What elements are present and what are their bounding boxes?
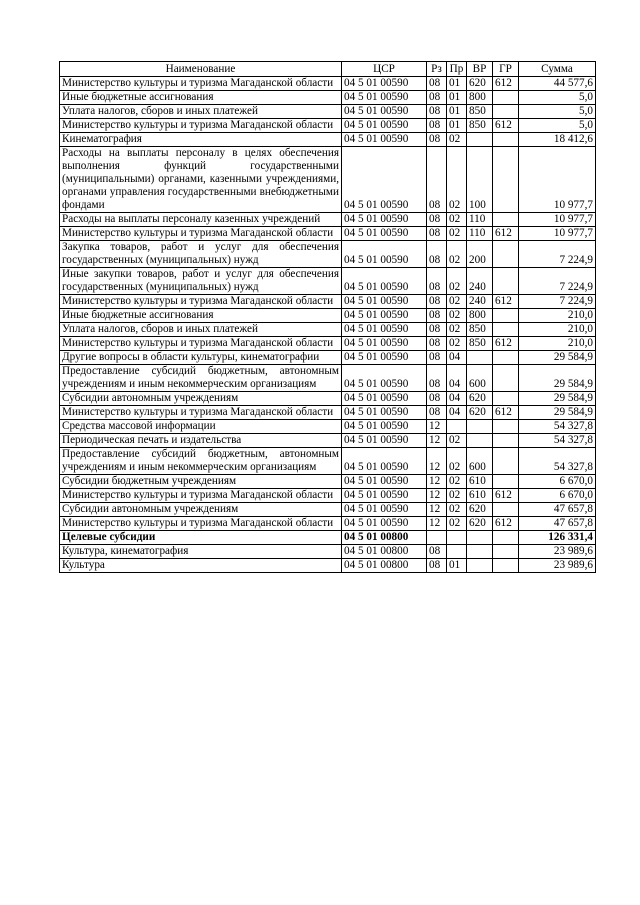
cell-name: Предоставление субсидий бюджетным, автономным учреждениям и иным некоммерческим организациям <box>60 448 342 475</box>
header-csr: ЦСР <box>342 62 427 77</box>
cell-csr: 04 5 01 00800 <box>342 559 427 573</box>
cell-sum: 7 224,9 <box>519 241 596 268</box>
cell-pr: 02 <box>447 147 467 213</box>
cell-name: Закупка товаров, работ и услуг для обеспечения государственных (муниципальных) нужд <box>60 241 342 268</box>
cell-sum: 54 327,8 <box>519 420 596 434</box>
cell-vr: 110 <box>467 227 493 241</box>
cell-rz: 08 <box>427 309 447 323</box>
table-row <box>60 503 596 517</box>
header-vr: ВР <box>467 62 493 77</box>
table-row <box>60 323 596 337</box>
table-row <box>60 351 596 365</box>
cell-sum: 7 224,9 <box>519 295 596 309</box>
cell-vr: 850 <box>467 337 493 351</box>
cell-gr: 612 <box>493 227 519 241</box>
cell-gr <box>493 268 519 295</box>
cell-sum: 29 584,9 <box>519 365 596 392</box>
cell-vr: 850 <box>467 119 493 133</box>
cell-pr: 02 <box>447 434 467 448</box>
cell-sum: 29 584,9 <box>519 351 596 365</box>
cell-csr: 04 5 01 00590 <box>342 309 427 323</box>
cell-pr: 04 <box>447 392 467 406</box>
cell-gr: 612 <box>493 406 519 420</box>
header-gr: ГР <box>493 62 519 77</box>
cell-rz: 08 <box>427 268 447 295</box>
cell-rz: 08 <box>427 351 447 365</box>
cell-sum: 54 327,8 <box>519 434 596 448</box>
cell-sum: 29 584,9 <box>519 406 596 420</box>
cell-vr: 200 <box>467 241 493 268</box>
cell-sum: 54 327,8 <box>519 448 596 475</box>
cell-gr: 612 <box>493 119 519 133</box>
cell-csr: 04 5 01 00590 <box>342 105 427 119</box>
cell-vr: 620 <box>467 503 493 517</box>
cell-name: Министерство культуры и туризма Магаданской области <box>60 119 342 133</box>
cell-rz: 08 <box>427 105 447 119</box>
cell-name: Средства массовой информации <box>60 420 342 434</box>
cell-name: Министерство культуры и туризма Магаданской области <box>60 337 342 351</box>
cell-rz: 12 <box>427 517 447 531</box>
cell-name: Расходы на выплаты персоналу в целях обеспечения выполнения функций государственными (муниципальными) органами, казенными учреждениями, органами управления государственными внебюджетными фондами <box>60 147 342 213</box>
cell-vr <box>467 420 493 434</box>
cell-pr: 04 <box>447 365 467 392</box>
cell-vr: 800 <box>467 91 493 105</box>
cell-rz: 08 <box>427 323 447 337</box>
cell-name: Субсидии автономным учреждениям <box>60 503 342 517</box>
cell-vr: 240 <box>467 268 493 295</box>
cell-csr: 04 5 01 00590 <box>342 503 427 517</box>
cell-name: Периодическая печать и издательства <box>60 434 342 448</box>
cell-sum: 10 977,7 <box>519 213 596 227</box>
cell-sum: 5,0 <box>519 91 596 105</box>
cell-rz: 12 <box>427 475 447 489</box>
cell-csr: 04 5 01 00590 <box>342 227 427 241</box>
cell-csr: 04 5 01 00590 <box>342 268 427 295</box>
cell-pr: 01 <box>447 119 467 133</box>
header-row <box>60 62 596 77</box>
cell-sum: 210,0 <box>519 337 596 351</box>
cell-csr: 04 5 01 00590 <box>342 448 427 475</box>
cell-vr: 100 <box>467 147 493 213</box>
cell-csr: 04 5 01 00800 <box>342 531 427 545</box>
cell-name: Иные бюджетные ассигнования <box>60 91 342 105</box>
cell-sum: 18 412,6 <box>519 133 596 147</box>
cell-pr: 02 <box>447 309 467 323</box>
cell-gr <box>493 351 519 365</box>
cell-vr: 240 <box>467 295 493 309</box>
cell-sum: 10 977,7 <box>519 147 596 213</box>
table-row <box>60 77 596 91</box>
cell-rz: 08 <box>427 147 447 213</box>
cell-sum: 126 331,4 <box>519 531 596 545</box>
cell-pr: 02 <box>447 448 467 475</box>
cell-gr <box>493 503 519 517</box>
cell-pr: 02 <box>447 241 467 268</box>
cell-sum: 47 657,8 <box>519 517 596 531</box>
cell-rz: 08 <box>427 91 447 105</box>
cell-name: Кинематография <box>60 133 342 147</box>
cell-name: Уплата налогов, сборов и иных платежей <box>60 105 342 119</box>
table-row <box>60 420 596 434</box>
table-row <box>60 517 596 531</box>
header-rz: Рз <box>427 62 447 77</box>
cell-name: Министерство культуры и туризма Магаданской области <box>60 406 342 420</box>
cell-vr: 850 <box>467 105 493 119</box>
table-row <box>60 531 596 545</box>
cell-sum: 47 657,8 <box>519 503 596 517</box>
cell-pr: 01 <box>447 77 467 91</box>
cell-name: Субсидии автономным учреждениям <box>60 392 342 406</box>
cell-rz: 08 <box>427 545 447 559</box>
cell-csr: 04 5 01 00590 <box>342 337 427 351</box>
cell-name: Культура <box>60 559 342 573</box>
cell-sum: 5,0 <box>519 119 596 133</box>
cell-vr: 600 <box>467 365 493 392</box>
cell-pr: 02 <box>447 323 467 337</box>
table-row <box>60 448 596 475</box>
cell-rz: 08 <box>427 406 447 420</box>
cell-vr <box>467 351 493 365</box>
cell-gr <box>493 475 519 489</box>
table-row <box>60 105 596 119</box>
table-row <box>60 434 596 448</box>
header-pr: Пр <box>447 62 467 77</box>
cell-vr: 610 <box>467 489 493 503</box>
cell-csr: 04 5 01 00590 <box>342 241 427 268</box>
cell-gr <box>493 434 519 448</box>
cell-csr: 04 5 01 00590 <box>342 489 427 503</box>
cell-name: Министерство культуры и туризма Магаданской области <box>60 227 342 241</box>
cell-name: Предоставление субсидий бюджетным, автономным учреждениям и иным некоммерческим организациям <box>60 365 342 392</box>
cell-csr: 04 5 01 00800 <box>342 545 427 559</box>
cell-gr <box>493 420 519 434</box>
cell-rz: 08 <box>427 77 447 91</box>
cell-gr <box>493 91 519 105</box>
table-row <box>60 545 596 559</box>
table-row <box>60 489 596 503</box>
cell-rz: 12 <box>427 503 447 517</box>
cell-vr: 850 <box>467 323 493 337</box>
cell-pr <box>447 545 467 559</box>
cell-vr <box>467 434 493 448</box>
cell-csr: 04 5 01 00590 <box>342 351 427 365</box>
table-body <box>60 77 596 573</box>
cell-sum: 210,0 <box>519 309 596 323</box>
cell-gr: 612 <box>493 77 519 91</box>
cell-csr: 04 5 01 00590 <box>342 475 427 489</box>
table-row <box>60 295 596 309</box>
cell-name: Субсидии бюджетным учреждениям <box>60 475 342 489</box>
table-row <box>60 133 596 147</box>
cell-pr: 02 <box>447 295 467 309</box>
cell-sum: 7 224,9 <box>519 268 596 295</box>
cell-sum: 29 584,9 <box>519 392 596 406</box>
cell-rz: 08 <box>427 133 447 147</box>
cell-pr <box>447 420 467 434</box>
cell-rz: 12 <box>427 420 447 434</box>
table-row <box>60 309 596 323</box>
cell-csr: 04 5 01 00590 <box>342 323 427 337</box>
cell-name: Министерство культуры и туризма Магаданской области <box>60 295 342 309</box>
cell-gr <box>493 309 519 323</box>
cell-vr <box>467 133 493 147</box>
cell-pr <box>447 531 467 545</box>
cell-vr: 620 <box>467 392 493 406</box>
cell-pr: 04 <box>447 351 467 365</box>
table-row <box>60 91 596 105</box>
cell-csr: 04 5 01 00590 <box>342 213 427 227</box>
cell-pr: 02 <box>447 475 467 489</box>
cell-pr: 02 <box>447 133 467 147</box>
cell-vr: 610 <box>467 475 493 489</box>
cell-pr: 04 <box>447 406 467 420</box>
cell-name: Министерство культуры и туризма Магаданской области <box>60 489 342 503</box>
cell-sum: 210,0 <box>519 323 596 337</box>
cell-gr: 612 <box>493 337 519 351</box>
cell-vr: 800 <box>467 309 493 323</box>
header-name: Наименование <box>60 62 342 77</box>
cell-rz: 08 <box>427 119 447 133</box>
cell-pr: 01 <box>447 559 467 573</box>
cell-sum: 23 989,6 <box>519 559 596 573</box>
cell-name: Другие вопросы в области культуры, кинематографии <box>60 351 342 365</box>
cell-pr: 02 <box>447 503 467 517</box>
cell-vr <box>467 531 493 545</box>
budget-document <box>59 61 595 573</box>
table-row <box>60 559 596 573</box>
table-row <box>60 337 596 351</box>
table-row <box>60 147 596 213</box>
table-row <box>60 475 596 489</box>
cell-csr: 04 5 01 00590 <box>342 517 427 531</box>
cell-name: Уплата налогов, сборов и иных платежей <box>60 323 342 337</box>
cell-rz <box>427 531 447 545</box>
cell-csr: 04 5 01 00590 <box>342 147 427 213</box>
cell-csr: 04 5 01 00590 <box>342 133 427 147</box>
cell-name: Министерство культуры и туризма Магаданской области <box>60 77 342 91</box>
cell-gr: 612 <box>493 489 519 503</box>
cell-vr: 620 <box>467 406 493 420</box>
cell-rz: 08 <box>427 227 447 241</box>
cell-rz: 08 <box>427 392 447 406</box>
cell-pr: 01 <box>447 91 467 105</box>
cell-pr: 02 <box>447 268 467 295</box>
table-row <box>60 227 596 241</box>
table-row <box>60 241 596 268</box>
cell-gr <box>493 559 519 573</box>
cell-gr <box>493 392 519 406</box>
budget-table <box>59 61 596 573</box>
cell-sum: 10 977,7 <box>519 227 596 241</box>
table-row <box>60 268 596 295</box>
cell-name: Расходы на выплаты персоналу казенных учреждений <box>60 213 342 227</box>
table-row <box>60 119 596 133</box>
cell-csr: 04 5 01 00590 <box>342 91 427 105</box>
cell-pr: 02 <box>447 489 467 503</box>
cell-csr: 04 5 01 00590 <box>342 77 427 91</box>
cell-csr: 04 5 01 00590 <box>342 119 427 133</box>
table-row <box>60 213 596 227</box>
cell-gr <box>493 448 519 475</box>
cell-rz: 08 <box>427 365 447 392</box>
cell-rz: 12 <box>427 448 447 475</box>
cell-rz: 08 <box>427 295 447 309</box>
cell-sum: 44 577,6 <box>519 77 596 91</box>
cell-pr: 02 <box>447 213 467 227</box>
cell-vr: 600 <box>467 448 493 475</box>
cell-gr: 612 <box>493 517 519 531</box>
table-row <box>60 392 596 406</box>
cell-sum: 6 670,0 <box>519 489 596 503</box>
cell-gr: 612 <box>493 295 519 309</box>
cell-gr <box>493 545 519 559</box>
cell-gr <box>493 133 519 147</box>
cell-csr: 04 5 01 00590 <box>342 365 427 392</box>
cell-vr: 620 <box>467 517 493 531</box>
cell-csr: 04 5 01 00590 <box>342 434 427 448</box>
cell-name: Иные закупки товаров, работ и услуг для обеспечения государственных (муниципальных) нужд <box>60 268 342 295</box>
cell-gr <box>493 323 519 337</box>
cell-pr: 02 <box>447 517 467 531</box>
cell-rz: 12 <box>427 489 447 503</box>
cell-rz: 12 <box>427 434 447 448</box>
cell-vr: 110 <box>467 213 493 227</box>
cell-sum: 6 670,0 <box>519 475 596 489</box>
cell-name: Министерство культуры и туризма Магаданской области <box>60 517 342 531</box>
cell-pr: 01 <box>447 105 467 119</box>
cell-gr <box>493 105 519 119</box>
cell-name: Культура, кинематография <box>60 545 342 559</box>
table-row <box>60 406 596 420</box>
cell-name: Иные бюджетные ассигнования <box>60 309 342 323</box>
cell-gr <box>493 241 519 268</box>
cell-sum: 23 989,6 <box>519 545 596 559</box>
cell-vr <box>467 559 493 573</box>
cell-vr: 620 <box>467 77 493 91</box>
cell-gr <box>493 147 519 213</box>
cell-rz: 08 <box>427 213 447 227</box>
cell-pr: 02 <box>447 337 467 351</box>
table-row <box>60 365 596 392</box>
cell-csr: 04 5 01 00590 <box>342 392 427 406</box>
cell-csr: 04 5 01 00590 <box>342 406 427 420</box>
cell-csr: 04 5 01 00590 <box>342 295 427 309</box>
cell-rz: 08 <box>427 241 447 268</box>
cell-name: Целевые субсидии <box>60 531 342 545</box>
cell-pr: 02 <box>447 227 467 241</box>
cell-gr <box>493 213 519 227</box>
header-sum: Сумма <box>519 62 596 77</box>
cell-rz: 08 <box>427 337 447 351</box>
cell-sum: 5,0 <box>519 105 596 119</box>
cell-gr <box>493 365 519 392</box>
cell-rz: 08 <box>427 559 447 573</box>
cell-csr: 04 5 01 00590 <box>342 420 427 434</box>
cell-gr <box>493 531 519 545</box>
cell-vr <box>467 545 493 559</box>
